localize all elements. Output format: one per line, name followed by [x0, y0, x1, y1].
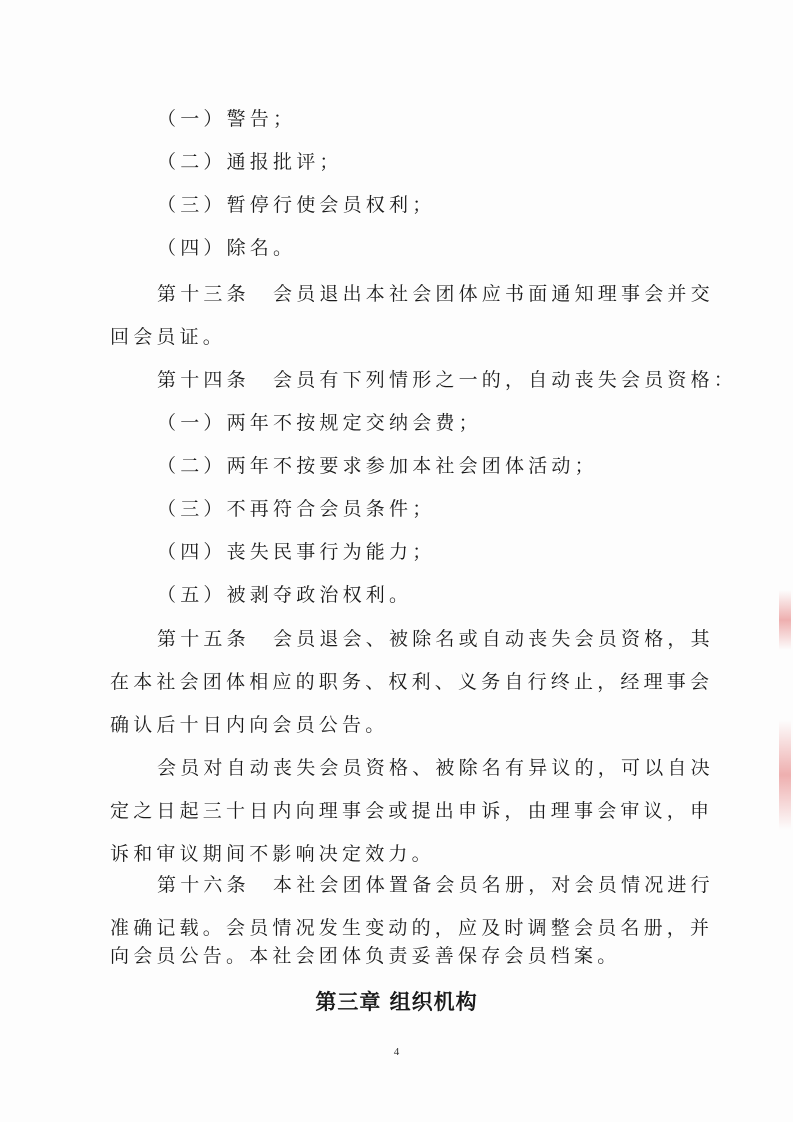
article-14-item-2: （二）两年不按要求参加本社会团体活动； — [157, 455, 598, 477]
seal-edge-mark — [779, 590, 791, 650]
article-16-line-1: 第十六条 本社会团体置备会员名册，对会员情况进行 — [157, 874, 714, 896]
article-16-line-3: 向会员公告。本社会团体负责妥善保存会员档案。 — [110, 945, 621, 967]
text-line-1: （一）警告； — [157, 108, 297, 130]
article-13-line-1: 第十三条 会员退出本社会团体应书面通知理事会并交 — [157, 283, 714, 305]
article-14-item-3: （三）不再符合会员条件； — [157, 498, 436, 520]
article-15-line-1: 第十五条 会员退会、被除名或自动丧失会员资格，其 — [157, 628, 714, 650]
text-line-3: （三）暂停行使会员权利； — [157, 194, 436, 216]
article-15-line-3: 确认后十日内向会员公告。 — [110, 714, 389, 736]
page-number: 4 — [393, 1046, 400, 1058]
objection-line-2: 定之日起三十日内向理事会或提出申诉，由理事会审议，申 — [110, 800, 714, 822]
objection-line-1: 会员对自动丧失会员资格、被除名有异议的，可以自决 — [157, 757, 714, 779]
objection-line-3: 诉和审议期间不影响决定效力。 — [110, 843, 435, 865]
chapter-heading: 第三章 组织机构 — [315, 990, 478, 1014]
article-16-line-2: 准确记载。会员情况发生变动的，应及时调整会员名册，并 — [110, 917, 714, 939]
text-line-2: （二）通报批评； — [157, 151, 343, 173]
article-14-item-4: （四）丧失民事行为能力； — [157, 541, 436, 563]
article-15-line-2: 在本社会团体相应的职务、权利、义务自行终止，经理事会 — [110, 671, 714, 693]
article-13-line-2: 回会员证。 — [110, 326, 227, 348]
article-14-item-1: （一）两年不按规定交纳会费； — [157, 412, 482, 434]
article-14-line-1: 第十四条 会员有下列情形之一的，自动丧失会员资格： — [157, 369, 738, 391]
text-line-4: （四）除名。 — [157, 237, 297, 259]
article-14-item-5: （五）被剥夺政治权利。 — [157, 584, 413, 606]
seal-edge-mark — [779, 720, 791, 830]
